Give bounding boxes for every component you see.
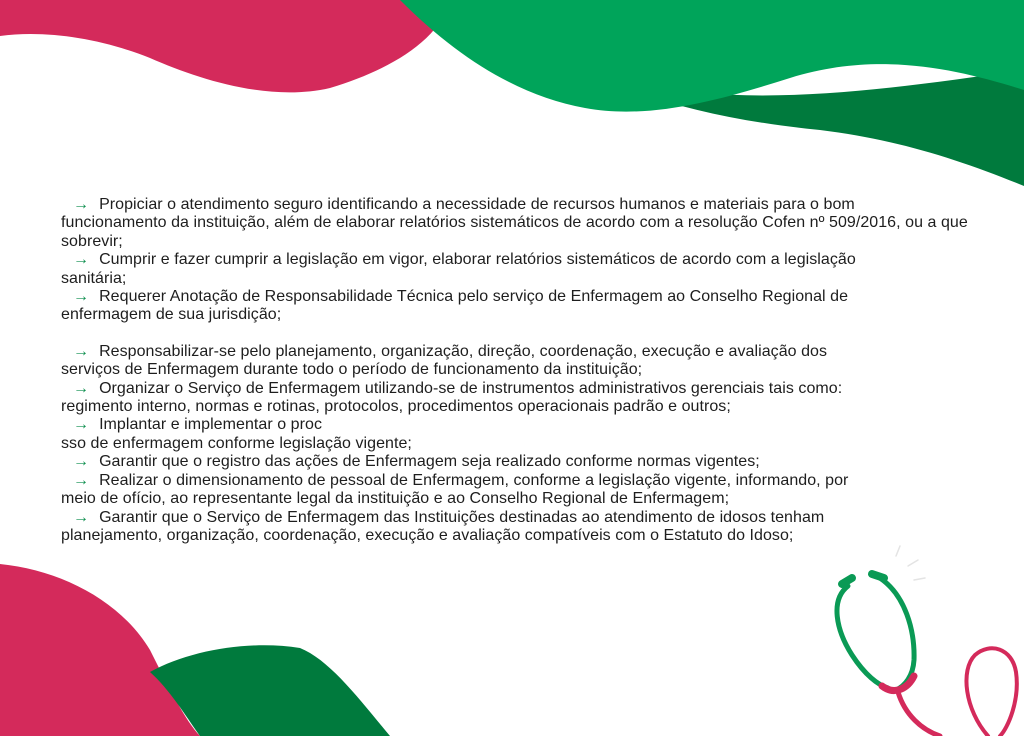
- list-item: [61, 416, 971, 453]
- list-item-text: Requerer Anotação de Responsabilidade Técnica pelo serviço de Enfermagem ao Conselho Regional de: [99, 288, 849, 306]
- list-item-text-continued: planejamento, organização, coordenação, execução e avaliação compatíveis com o Estatuto do Idoso;: [61, 526, 794, 544]
- requirements-list: [61, 196, 971, 545]
- list-item-text-continued: sanitária;: [61, 269, 127, 287]
- list-item-text-continued: sso de enfermagem conforme legislação vigente;: [61, 434, 412, 452]
- arrow-right-icon: →: [73, 342, 90, 360]
- list-item-text: Responsabilizar-se pelo planejamento, organização, direção, coordenação, execução e avaliação dos: [99, 342, 828, 360]
- list-item-text: Propiciar o atendimento seguro identificando a necessidade de recursos humanos e materiais para o bom: [99, 196, 855, 213]
- list-item: [61, 472, 971, 509]
- arrow-right-icon: →: [73, 453, 90, 471]
- arrow-right-icon: →: [73, 196, 90, 213]
- arrow-right-icon: →: [73, 416, 90, 434]
- list-item-text: Cumprir e fazer cumprir a legislação em vigor, elaborar relatórios sistemáticos de acordo com a legislação: [99, 251, 856, 269]
- list-item: [61, 251, 971, 288]
- arrow-right-icon: →: [73, 471, 90, 489]
- arrow-right-icon: →: [73, 251, 90, 269]
- list-item-text: Implantar e implementar o proc: [99, 416, 322, 434]
- arrow-right-icon: →: [73, 508, 90, 526]
- list-item: [61, 196, 971, 251]
- stethoscope-icon: [837, 546, 1017, 736]
- list-item-text: Realizar o dimensionamento de pessoal de Enfermagem, conforme a legislação vigente, informando, por: [99, 471, 849, 489]
- list-item-text-continued: meio de ofício, ao representante legal da instituição e ao Conselho Regional de Enfermagem;: [61, 490, 730, 508]
- list-item: [61, 343, 971, 380]
- list-item: [61, 288, 971, 325]
- top-crimson-wave: [0, 0, 450, 92]
- paragraph-gap: [61, 325, 971, 343]
- list-item-text-continued: regimento interno, normas e rotinas, protocolos, procedimentos operacionais padrão e outros;: [61, 398, 731, 416]
- list-item: [61, 453, 971, 471]
- list-item-text-continued: funcionamento da instituição, além de elaborar relatórios sistemáticos de acordo com a resolução Cofen nº 509/2016, ou a que sobrevir;: [61, 214, 968, 250]
- list-item-text: Organizar o Serviço de Enfermagem utilizando-se de instrumentos administrativos gerenciais tais como:: [99, 379, 843, 397]
- bottom-crimson-wave: [0, 564, 200, 736]
- list-item-text: Garantir que o registro das ações de Enfermagem seja realizado conforme normas vigentes;: [99, 453, 760, 471]
- list-item: [61, 380, 971, 417]
- list-item: [61, 509, 971, 546]
- list-item-text-continued: serviços de Enfermagem durante todo o período de funcionamento da instituição;: [61, 361, 643, 379]
- arrow-right-icon: →: [73, 288, 90, 306]
- list-item-text-continued: enfermagem de sua jurisdição;: [61, 306, 282, 324]
- arrow-right-icon: →: [73, 379, 90, 397]
- list-item-text: Garantir que o Serviço de Enfermagem das Instituições destinadas ao atendimento de idosos tenham: [99, 508, 825, 526]
